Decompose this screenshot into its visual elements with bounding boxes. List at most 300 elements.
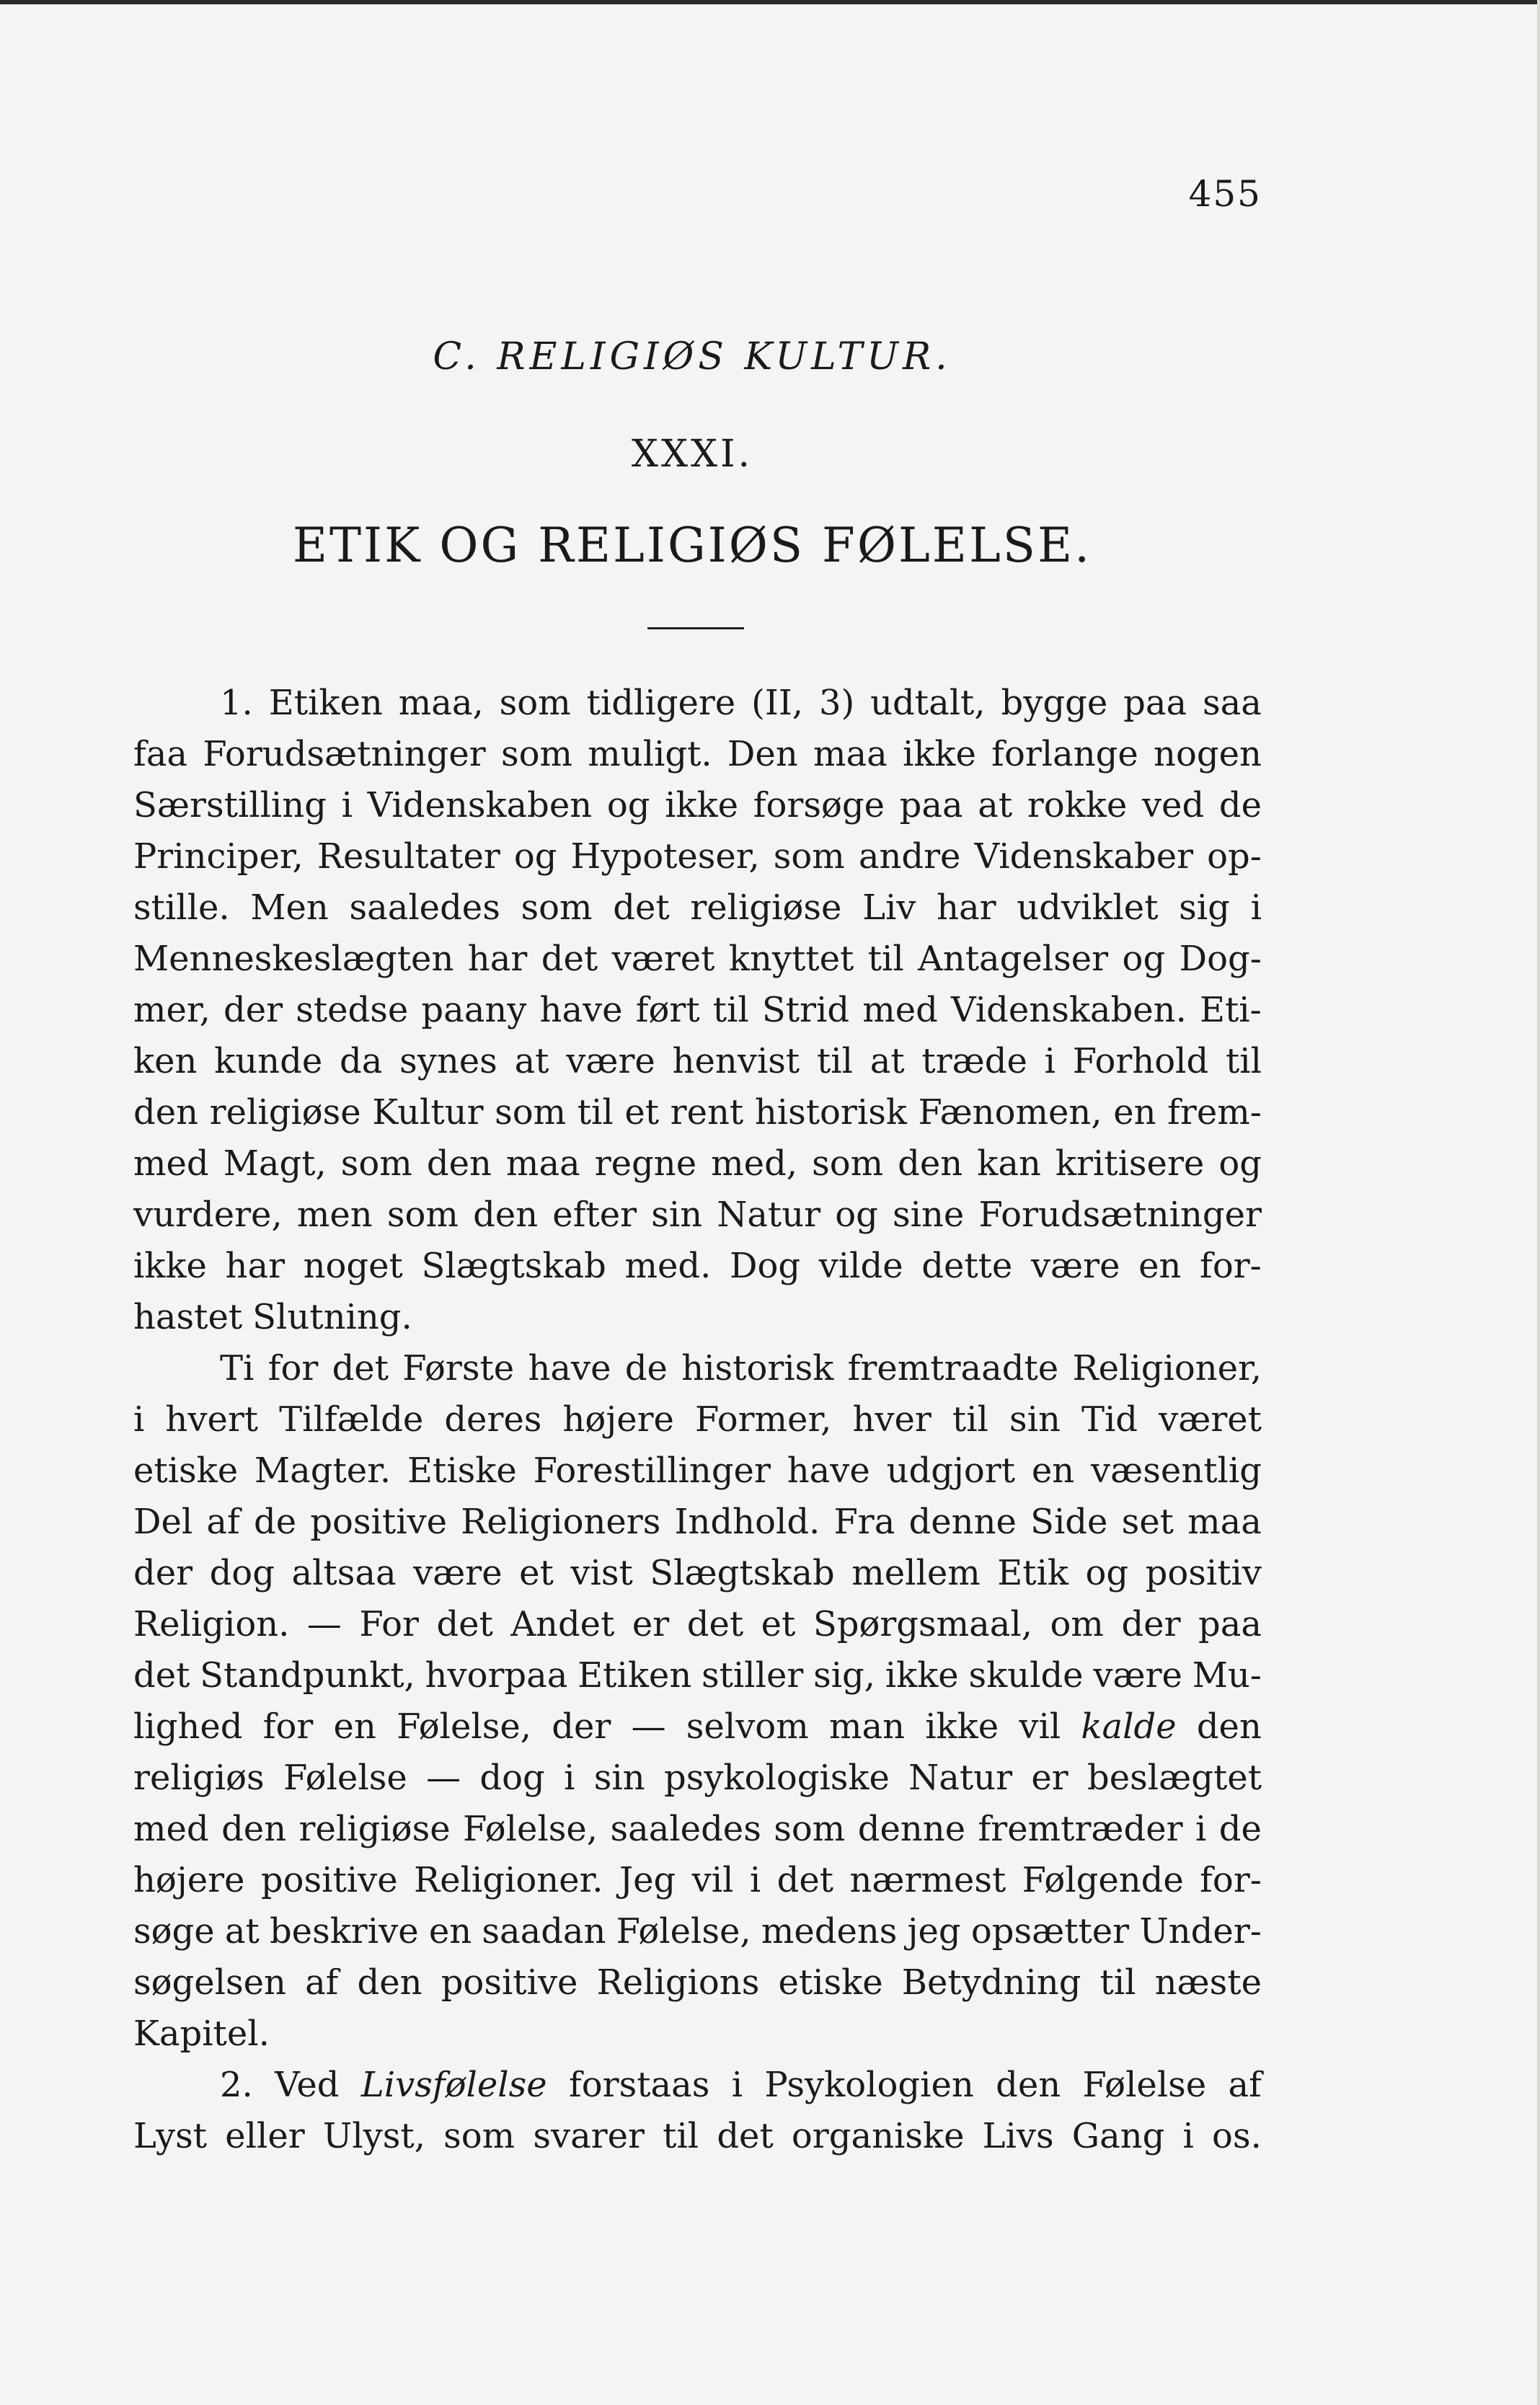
text-line bbox=[133, 1241, 1262, 1292]
word: i bbox=[749, 1860, 761, 1900]
word: maa, bbox=[398, 683, 484, 723]
word: maa bbox=[505, 1143, 580, 1184]
word: ikke bbox=[665, 785, 739, 825]
word: en bbox=[333, 1706, 376, 1747]
word: væsentlig bbox=[1091, 1450, 1262, 1491]
word: ikke bbox=[902, 734, 976, 774]
word: Slægtskab bbox=[650, 1553, 835, 1593]
word: udgjort bbox=[886, 1450, 1016, 1491]
word: kalde bbox=[1081, 1706, 1177, 1747]
word: saaledes bbox=[610, 1809, 761, 1849]
word: positiv bbox=[1145, 1553, 1262, 1593]
word: Standpunkt, bbox=[200, 1655, 415, 1696]
chapter-title: ETIK OG RELIGIØS FØLELSE. bbox=[292, 518, 1092, 573]
word: været bbox=[1159, 1399, 1262, 1440]
word: højere bbox=[562, 1399, 674, 1440]
word: at bbox=[224, 1911, 260, 1952]
word: Følelse bbox=[283, 1758, 407, 1798]
word: Første bbox=[402, 1348, 515, 1388]
word: Etiken bbox=[268, 683, 383, 723]
word: Religion. bbox=[133, 1604, 290, 1644]
word: Religioners bbox=[461, 1502, 661, 1542]
text-line bbox=[133, 1650, 1262, 1701]
word: frem- bbox=[1167, 1092, 1262, 1133]
word: vurdere, bbox=[133, 1195, 283, 1235]
word: ikke bbox=[925, 1706, 999, 1747]
word: nærmest bbox=[849, 1860, 1006, 1900]
word: i bbox=[1182, 2116, 1194, 2156]
word: stiller bbox=[701, 1655, 804, 1696]
word: maa bbox=[1187, 1502, 1262, 1542]
word: Forhold bbox=[1072, 1041, 1209, 1081]
word: Mu- bbox=[1192, 1655, 1262, 1696]
word: Betydning bbox=[901, 1962, 1081, 2003]
word: de bbox=[1218, 1809, 1262, 1849]
word: fremtræder bbox=[978, 1809, 1183, 1849]
word: en bbox=[1113, 1092, 1156, 1133]
word: den bbox=[426, 1143, 492, 1184]
word: om bbox=[1050, 1604, 1104, 1644]
section-title: C. RELIGIØS KULTUR. bbox=[433, 335, 952, 378]
word: Kultur bbox=[372, 1092, 484, 1133]
word: religiøse bbox=[298, 1809, 451, 1849]
word: Fra bbox=[833, 1502, 895, 1542]
word: Forestillinger bbox=[533, 1450, 771, 1491]
word: paa bbox=[1123, 683, 1187, 723]
text-line bbox=[133, 780, 1262, 831]
text-line bbox=[133, 934, 1262, 985]
word: med bbox=[133, 1809, 209, 1849]
word: vist bbox=[570, 1553, 633, 1593]
word: der bbox=[223, 990, 283, 1030]
word: det bbox=[686, 1604, 744, 1644]
word: maa bbox=[813, 734, 888, 774]
word: Videnskaben. bbox=[950, 990, 1187, 1030]
word: have bbox=[787, 1450, 870, 1491]
word: Følelse, bbox=[463, 1809, 598, 1849]
word: ikke bbox=[133, 1246, 207, 1286]
word: paa bbox=[899, 785, 963, 825]
word: Følelse bbox=[1082, 2065, 1207, 2105]
word: været bbox=[611, 939, 715, 979]
word: Videnskaben bbox=[367, 785, 593, 825]
word: knyttet bbox=[728, 939, 854, 979]
word: Ved bbox=[275, 2065, 340, 2105]
word: til bbox=[816, 1041, 853, 1081]
word: religiøse bbox=[209, 1092, 361, 1133]
word: Den bbox=[727, 734, 798, 774]
word: Religioner. bbox=[414, 1860, 603, 1900]
word: til bbox=[712, 990, 749, 1030]
word: et bbox=[519, 1553, 554, 1593]
word: være bbox=[413, 1553, 503, 1593]
word: have bbox=[528, 1348, 611, 1388]
text-line bbox=[133, 1190, 1262, 1241]
word: Følelse, bbox=[616, 1911, 751, 1952]
word: Indhold. bbox=[674, 1502, 820, 1542]
word: og bbox=[513, 836, 557, 877]
word: denne bbox=[908, 1502, 1017, 1542]
word: Hypoteser, bbox=[570, 836, 760, 877]
word: psykologiske bbox=[664, 1758, 890, 1798]
word: ført bbox=[635, 990, 700, 1030]
word: lighed bbox=[133, 1706, 243, 1747]
word: denne bbox=[857, 1809, 966, 1849]
word: set bbox=[1121, 1502, 1174, 1542]
word: er bbox=[632, 1604, 670, 1644]
word: det bbox=[541, 939, 598, 979]
word: Følgende bbox=[1022, 1860, 1184, 1900]
word: sin bbox=[651, 1195, 703, 1235]
word: det bbox=[717, 2116, 774, 2156]
word: — bbox=[306, 1604, 342, 1644]
word: Magt, bbox=[223, 1143, 327, 1184]
word: til bbox=[867, 939, 904, 979]
word: være bbox=[566, 1041, 655, 1081]
word: Livsfølelse bbox=[360, 2065, 547, 2105]
word: 3) bbox=[818, 683, 855, 723]
word: for- bbox=[1200, 1246, 1262, 1286]
word: Slægtskab bbox=[421, 1246, 606, 1286]
word: regne bbox=[594, 1143, 697, 1184]
word: forlange bbox=[991, 734, 1138, 774]
word: selvom bbox=[686, 1706, 809, 1747]
word: Ti bbox=[220, 1348, 255, 1388]
word: 1. bbox=[220, 683, 253, 723]
word: i bbox=[731, 2065, 743, 2105]
word: synes bbox=[399, 1041, 497, 1081]
word: den bbox=[357, 1962, 422, 2003]
text-line bbox=[133, 1036, 1262, 1087]
word: som bbox=[812, 1143, 884, 1184]
word: og bbox=[606, 785, 650, 825]
word: Under- bbox=[1139, 1911, 1262, 1952]
word: Forudsætninger bbox=[978, 1195, 1262, 1235]
word: et bbox=[761, 1604, 796, 1644]
word: For bbox=[359, 1604, 419, 1644]
word: altsaa bbox=[291, 1553, 397, 1593]
word: hvorpaa bbox=[425, 1655, 568, 1696]
word: Strid bbox=[761, 990, 850, 1030]
word: mer, bbox=[133, 990, 211, 1030]
word: med, bbox=[711, 1143, 798, 1184]
word: Eti- bbox=[1199, 990, 1262, 1030]
word: have bbox=[539, 990, 623, 1030]
word: Særstilling bbox=[133, 785, 327, 825]
word: Magter. bbox=[255, 1450, 391, 1491]
word: — bbox=[631, 1706, 666, 1747]
text-line bbox=[133, 2060, 1262, 2111]
text-line bbox=[133, 1701, 1262, 1753]
word: det bbox=[332, 1348, 389, 1388]
text-line bbox=[133, 678, 1262, 729]
word: der bbox=[133, 1553, 193, 1593]
word: dog bbox=[209, 1553, 275, 1593]
word: i bbox=[1195, 1809, 1207, 1849]
word: den bbox=[1196, 1706, 1262, 1747]
word: etiske bbox=[133, 1450, 239, 1491]
word: har bbox=[467, 939, 528, 979]
text-line bbox=[133, 1497, 1262, 1548]
word: Dog bbox=[729, 1246, 801, 1286]
word: Gang bbox=[1071, 2116, 1165, 2156]
word: Forudsætninger bbox=[203, 734, 486, 774]
word: medens bbox=[761, 1911, 898, 1952]
word: en bbox=[1138, 1246, 1182, 1286]
word: muligt. bbox=[588, 734, 712, 774]
word: den bbox=[221, 1809, 287, 1849]
word: men bbox=[296, 1195, 373, 1235]
word: er bbox=[1031, 1758, 1068, 1798]
text-line bbox=[133, 1087, 1262, 1138]
word: Natur bbox=[717, 1195, 821, 1235]
word: man bbox=[828, 1706, 905, 1747]
word: at bbox=[869, 1041, 905, 1081]
word: positive bbox=[441, 1962, 578, 2003]
word: Etiken bbox=[578, 1655, 692, 1696]
word: Men bbox=[250, 887, 329, 928]
word: med bbox=[862, 990, 938, 1030]
word: henvist bbox=[672, 1041, 800, 1081]
text-line bbox=[133, 2111, 1262, 2162]
word: jeg bbox=[907, 1911, 961, 1952]
word: op- bbox=[1207, 836, 1262, 877]
word: for bbox=[262, 1706, 314, 1747]
word: tidligere bbox=[586, 683, 736, 723]
word: har bbox=[225, 1246, 286, 1286]
word: det bbox=[613, 887, 670, 928]
word: i bbox=[341, 785, 353, 825]
word: til bbox=[1099, 1962, 1136, 2003]
scan-right-edge bbox=[1537, 0, 1540, 2405]
word: Religioner, bbox=[1072, 1348, 1262, 1388]
word: som bbox=[340, 1143, 412, 1184]
word: Del bbox=[133, 1502, 193, 1542]
word: eller bbox=[225, 2116, 305, 2156]
text-line bbox=[133, 1906, 1262, 1957]
word: træde bbox=[921, 1041, 1027, 1081]
word: religiøse bbox=[690, 887, 842, 928]
word: og bbox=[1218, 1143, 1262, 1184]
word: historisk bbox=[681, 1348, 834, 1388]
word: Side bbox=[1030, 1502, 1108, 1542]
word: til bbox=[577, 1092, 614, 1133]
word: at bbox=[978, 785, 1013, 825]
word: ved bbox=[1141, 785, 1205, 825]
word: opsætter bbox=[970, 1911, 1130, 1952]
word: af bbox=[305, 1962, 339, 2003]
word: forsøge bbox=[753, 785, 885, 825]
word: noget bbox=[303, 1246, 403, 1286]
word: Psykologien bbox=[764, 2065, 974, 2105]
word: kunde bbox=[214, 1041, 323, 1081]
word: Former, bbox=[695, 1399, 832, 1440]
word: hver bbox=[852, 1399, 931, 1440]
word: stille. bbox=[133, 887, 230, 928]
word: være bbox=[1093, 1655, 1182, 1696]
word: da bbox=[339, 1041, 383, 1081]
word: vil bbox=[1019, 1706, 1061, 1747]
text-line bbox=[133, 1855, 1262, 1906]
word: vilde bbox=[818, 1246, 903, 1286]
word: Dog- bbox=[1179, 939, 1262, 979]
word: Spørgsmaal, bbox=[813, 1604, 1033, 1644]
word: næste bbox=[1154, 1962, 1262, 2003]
word: Andet bbox=[510, 1604, 615, 1644]
word: (II, bbox=[751, 683, 804, 723]
word: Kapitel. bbox=[133, 2014, 270, 2054]
word: det bbox=[436, 1604, 493, 1644]
word: sig bbox=[1179, 887, 1230, 928]
word: af bbox=[1228, 2065, 1262, 2105]
word: rokke bbox=[1027, 785, 1128, 825]
word: Slutning. bbox=[252, 1297, 412, 1337]
word: til bbox=[952, 1399, 988, 1440]
word: som bbox=[443, 2116, 515, 2156]
word: Antagelser bbox=[918, 939, 1109, 979]
text-line bbox=[133, 1804, 1262, 1855]
title-divider bbox=[647, 627, 744, 629]
page-number: 455 bbox=[1188, 173, 1262, 215]
word: har bbox=[937, 887, 996, 928]
word: kritisere bbox=[1055, 1143, 1205, 1184]
word: 2. bbox=[220, 2065, 253, 2105]
word: som bbox=[495, 1092, 567, 1133]
word: det bbox=[776, 1860, 834, 1900]
word: paany bbox=[421, 990, 527, 1030]
word: sine bbox=[893, 1195, 965, 1235]
word: positive bbox=[260, 1860, 398, 1900]
word: de bbox=[1218, 785, 1262, 825]
word: saaledes bbox=[349, 887, 500, 928]
word: paa bbox=[1198, 1604, 1262, 1644]
word: efter bbox=[552, 1195, 637, 1235]
word: stedse bbox=[296, 990, 409, 1030]
word: sin bbox=[593, 1758, 645, 1798]
word: det bbox=[133, 1655, 190, 1696]
word: Natur bbox=[908, 1758, 1013, 1798]
word: ikke bbox=[885, 1655, 959, 1696]
word: Resultater bbox=[317, 836, 500, 877]
word: Lyst bbox=[133, 2116, 208, 2156]
word: Jeg bbox=[619, 1860, 676, 1900]
word: en bbox=[1031, 1450, 1075, 1491]
word: af bbox=[206, 1502, 240, 1542]
word: til bbox=[1225, 1041, 1262, 1081]
word: højere bbox=[133, 1860, 245, 1900]
word: Videnskaber bbox=[974, 836, 1194, 877]
word: andre bbox=[858, 836, 961, 877]
word: den bbox=[473, 1195, 539, 1235]
text-line bbox=[133, 2008, 1262, 2060]
word: mellem bbox=[851, 1553, 981, 1593]
word: Religions bbox=[596, 1962, 760, 2003]
word: Menneskeslægten bbox=[133, 939, 454, 979]
word: os. bbox=[1212, 2116, 1262, 2156]
word: sin bbox=[1009, 1399, 1061, 1440]
chapter-number: XXXI. bbox=[631, 433, 753, 476]
word: som bbox=[521, 887, 593, 928]
scan-top-edge bbox=[0, 0, 1540, 4]
word: være bbox=[1030, 1246, 1120, 1286]
word: sig, bbox=[813, 1655, 876, 1696]
word: Etiske bbox=[407, 1450, 517, 1491]
word: fremtraadte bbox=[847, 1348, 1059, 1388]
word: hvert bbox=[165, 1399, 259, 1440]
word: med. bbox=[624, 1246, 712, 1286]
word: historisk bbox=[754, 1092, 907, 1133]
word: saadan bbox=[482, 1911, 606, 1952]
word: hastet bbox=[133, 1297, 243, 1337]
word: den bbox=[898, 1143, 963, 1184]
word: Ulyst, bbox=[322, 2116, 425, 2156]
word: forstaas bbox=[568, 2065, 710, 2105]
word: kan bbox=[977, 1143, 1041, 1184]
word: at bbox=[514, 1041, 549, 1081]
word: Tid bbox=[1081, 1399, 1138, 1440]
word: til bbox=[663, 2116, 699, 2156]
word: dog bbox=[479, 1758, 545, 1798]
word: i bbox=[1250, 887, 1262, 928]
text-line bbox=[133, 1548, 1262, 1599]
word: de bbox=[253, 1502, 297, 1542]
word: som bbox=[774, 1809, 846, 1849]
word: faa bbox=[133, 734, 187, 774]
word: svarer bbox=[533, 2116, 645, 2156]
word: den bbox=[133, 1092, 199, 1133]
word: i bbox=[133, 1399, 145, 1440]
word: dette bbox=[921, 1246, 1013, 1286]
word: Fænomen, bbox=[918, 1092, 1102, 1133]
word: Tilfælde bbox=[279, 1399, 424, 1440]
word: udviklet bbox=[1017, 887, 1159, 928]
word: Liv bbox=[862, 887, 916, 928]
word: udtalt, bbox=[870, 683, 986, 723]
word: bygge bbox=[1001, 683, 1108, 723]
text-line bbox=[133, 729, 1262, 780]
text-line bbox=[133, 1394, 1262, 1445]
word: søge bbox=[133, 1911, 215, 1952]
word: positive bbox=[310, 1502, 448, 1542]
word: — bbox=[426, 1758, 461, 1798]
word: Livs bbox=[982, 2116, 1054, 2156]
word: ken bbox=[133, 1041, 198, 1081]
word: der bbox=[1121, 1604, 1181, 1644]
word: organiske bbox=[791, 2116, 965, 2156]
word: vil bbox=[691, 1860, 734, 1900]
text-line bbox=[133, 985, 1262, 1036]
text-line bbox=[133, 1599, 1262, 1650]
word: og bbox=[1122, 939, 1166, 979]
word: rent bbox=[670, 1092, 744, 1133]
text-line bbox=[133, 1753, 1262, 1804]
text-line bbox=[133, 882, 1262, 934]
word: og bbox=[835, 1195, 878, 1235]
word: der bbox=[552, 1706, 611, 1747]
word: som bbox=[499, 683, 571, 723]
word: Etik bbox=[997, 1553, 1068, 1593]
word: for bbox=[267, 1348, 319, 1388]
text-line bbox=[133, 1292, 1262, 1343]
word: saa bbox=[1203, 683, 1262, 723]
word: som bbox=[500, 734, 573, 774]
text-line bbox=[133, 1445, 1262, 1497]
word: religiøs bbox=[133, 1758, 265, 1798]
word: som bbox=[773, 836, 845, 877]
text-line bbox=[133, 1343, 1262, 1394]
word: med bbox=[133, 1143, 209, 1184]
word: i bbox=[1044, 1041, 1056, 1081]
